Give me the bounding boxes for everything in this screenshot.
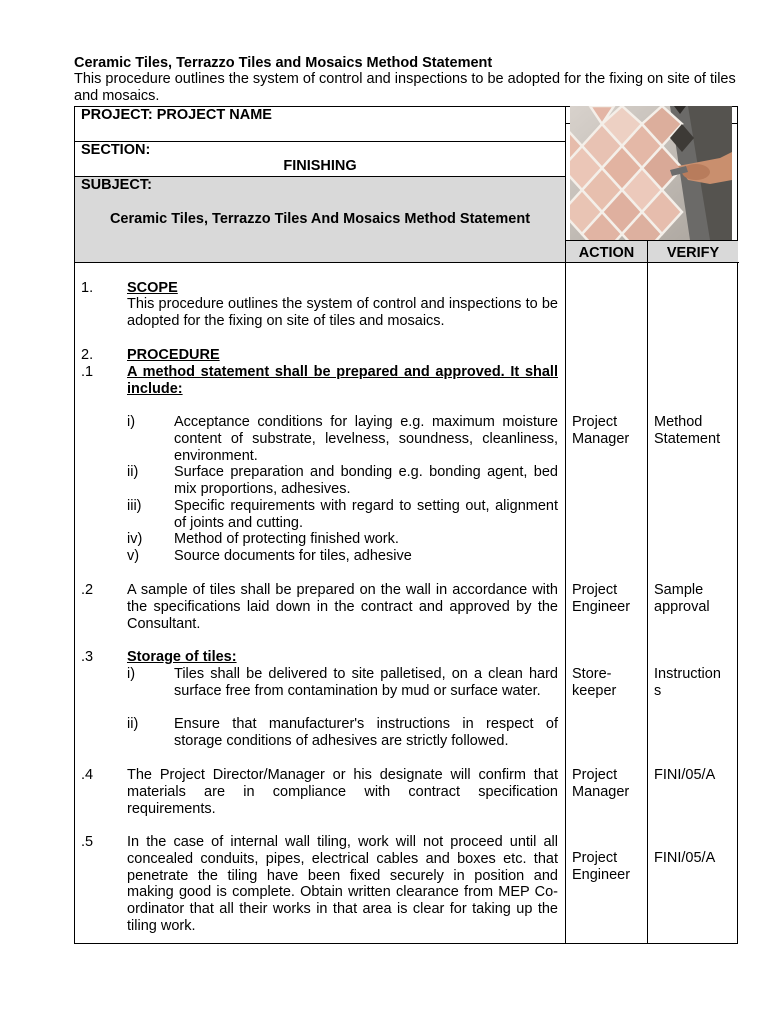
column-divider: [647, 240, 648, 944]
list-item-number: ii): [127, 716, 139, 732]
col-verify-header: VERIFY: [666, 245, 720, 261]
section-1-number: 1.: [81, 280, 94, 296]
para-3-action: Store-keeper: [572, 666, 617, 699]
para-3-verify: Instruction s: [654, 666, 721, 699]
list-item: Surface preparation and bonding e.g. bonding agent, bed mix proportions, adhesives.: [174, 464, 558, 497]
para-1-verify: Method Statement: [654, 414, 721, 447]
subject-label: SUBJECT:: [81, 177, 152, 193]
para-4-text: The Project Director/Manager or his designate will confirm that materials are in compliance with contract specification requirements.: [127, 767, 558, 817]
para-5-number: .5: [81, 834, 94, 850]
para-2-number: .2: [81, 582, 94, 598]
para-1-number: .1: [81, 364, 94, 380]
para-1-text: A method statement shall be prepared and approved. It shall include:: [127, 364, 558, 397]
para-2-action: Project Engineer: [572, 582, 631, 615]
list-item: Method of protecting finished work.: [174, 531, 399, 547]
list-item: Tiles shall be delivered to site palletised, on a clean hard surface free from contamination by mud or surface water.: [174, 666, 558, 699]
list-item: Acceptance conditions for laying e.g. maximum moisture content of substrate, levelness, soundness, cleanliness, environment.: [174, 414, 558, 464]
para-5-verify: FINI/05/A: [654, 850, 716, 866]
section-label: SECTION:: [81, 142, 151, 158]
col-action-header: ACTION: [578, 245, 635, 261]
list-item: Ensure that manufacturer's instructions in respect of storage conditions of adhesives are strictly followed.: [174, 716, 558, 749]
list-item-number: i): [127, 414, 136, 430]
project-name: PROJECT: PROJECT NAME: [81, 107, 272, 123]
list-item-number: v): [127, 548, 140, 564]
list-item-number: iii): [127, 498, 142, 514]
section-2-title: PROCEDURE: [127, 347, 220, 363]
para-5-text: In the case of internal wall tiling, work will not proceed until all concealed conduits, pipes, electrical cables and boxes etc. that penetrate the tiling have been fixed securely in position and making good is complete. Obtain written clearance from MEP Co-ordinator that all their works in that area is clear for taking up the tiling work.: [127, 834, 558, 934]
list-item-number: i): [127, 666, 136, 682]
para-4-verify: FINI/05/A: [654, 767, 716, 783]
section-2-number: 2.: [81, 347, 94, 363]
tiling-photo-image: [570, 106, 732, 240]
subject-value: Ceramic Tiles, Terrazzo Tiles And Mosaics Method Statement: [109, 211, 531, 227]
section-1-title: SCOPE: [127, 280, 178, 296]
list-item-number: ii): [127, 464, 139, 480]
para-2-text: A sample of tiles shall be prepared on the wall in accordance with the specifications laid down in the contract and approved by the Consultant.: [127, 582, 558, 632]
column-divider: [565, 106, 566, 944]
divider: [75, 262, 739, 263]
para-3-title: Storage of tiles:: [127, 649, 237, 665]
para-2-verify: Sample approval: [654, 582, 710, 615]
divider: [566, 240, 738, 241]
para-4-number: .4: [81, 767, 94, 783]
list-item-number: iv): [127, 531, 143, 547]
list-item: Specific requirements with regard to setting out, alignment of joints and cutting.: [174, 498, 558, 531]
para-1-action: Project Manager: [572, 414, 630, 447]
document-intro: This procedure outlines the system of control and inspections to be adopted for the fixing on site of tiles and mosaics.: [74, 71, 736, 104]
para-3-number: .3: [81, 649, 94, 665]
para-4-action: Project Manager: [572, 767, 630, 800]
tiling-photo: [570, 106, 732, 240]
section-value: FINISHING: [283, 158, 357, 174]
document-title: Ceramic Tiles, Terrazzo Tiles and Mosaics Method Statement: [74, 55, 493, 71]
list-item: Source documents for tiles, adhesive: [174, 548, 412, 564]
section-1-text: This procedure outlines the system of control and inspections to be adopted for the fixing on site of tiles and mosaics.: [127, 296, 558, 329]
para-5-action: Project Engineer: [572, 850, 631, 883]
